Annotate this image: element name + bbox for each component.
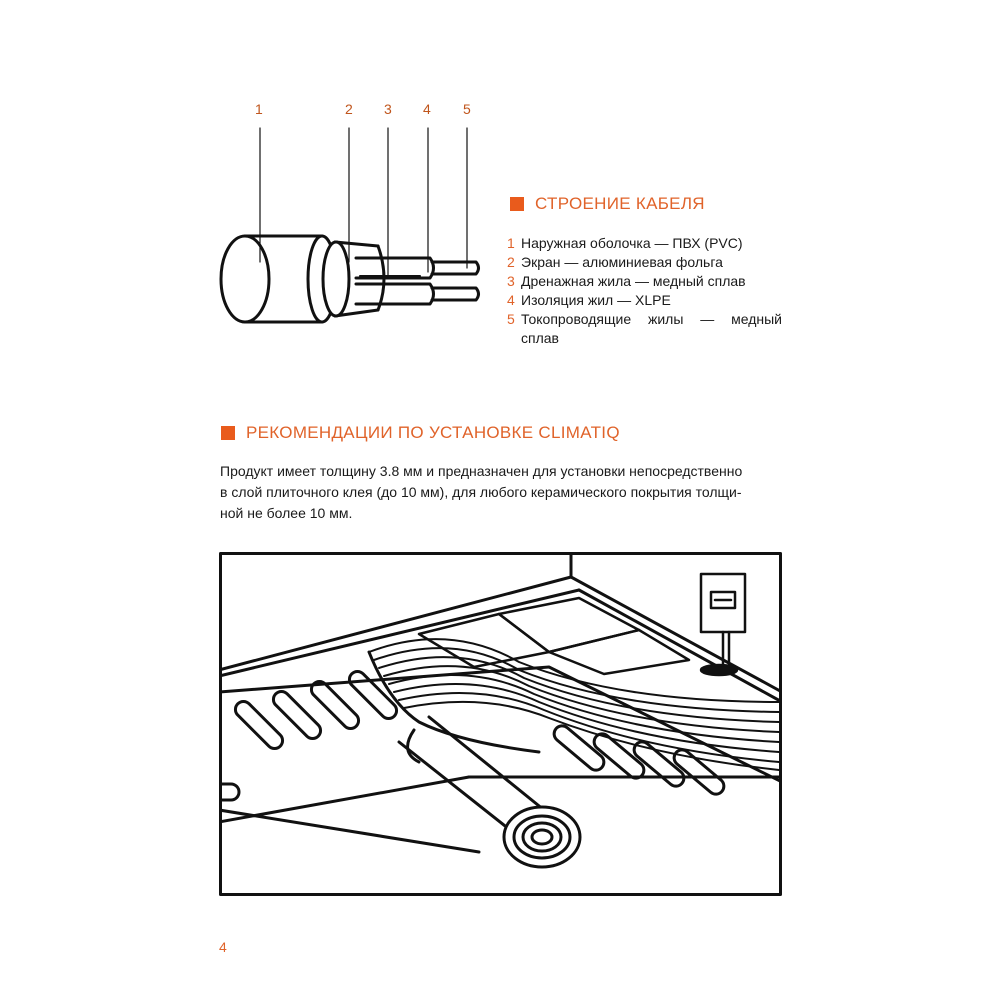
structure-heading xyxy=(510,194,705,214)
legend-item xyxy=(507,291,782,310)
legend-item xyxy=(507,272,782,291)
cable-label-1: 1 xyxy=(255,101,263,117)
cable-label-4: 4 xyxy=(423,101,431,117)
install-paragraph xyxy=(220,461,784,524)
installation-illustration xyxy=(219,552,782,896)
conductors xyxy=(432,262,479,300)
room-walls xyxy=(219,552,782,702)
install-heading xyxy=(221,423,620,443)
paragraph-line: в слой плиточного клея (до 10 мм), для любого керамического покрытия толщи- xyxy=(220,484,742,500)
illustration-frame xyxy=(221,554,781,895)
legend-item-num: 4 xyxy=(507,292,515,308)
outer-jacket xyxy=(221,236,336,322)
orange-square-icon xyxy=(221,426,235,440)
legend-item-text: Изоляция жил — XLPE xyxy=(521,292,671,308)
leader-lines xyxy=(260,128,467,278)
heating-mat xyxy=(219,667,782,822)
cable-structure-diagram xyxy=(200,120,500,340)
paragraph-line: ной не более 10 мм. xyxy=(220,505,353,521)
legend-item-text: Токопроводящие жилы — медный сплав xyxy=(521,311,782,346)
insulated-cores xyxy=(356,258,434,304)
floor-tiles xyxy=(419,598,689,674)
legend-item-text: Дренажная жила — медный сплав xyxy=(521,273,746,289)
structure-legend xyxy=(507,234,782,348)
cable-label-2: 2 xyxy=(345,101,353,117)
legend-item xyxy=(507,234,782,253)
legend-item-text: Наружная оболочка — ПВХ (PVC) xyxy=(521,235,743,251)
cable-label-5: 5 xyxy=(463,101,471,117)
mat-roll xyxy=(219,717,580,867)
page-number: 4 xyxy=(219,939,227,955)
install-heading-text: РЕКОМЕНДАЦИИ ПО УСТАНОВКЕ CLIMATIQ xyxy=(246,423,620,442)
legend-item-text: Экран — алюминиевая фольга xyxy=(521,254,723,270)
cable-label-3: 3 xyxy=(384,101,392,117)
legend-item-num: 1 xyxy=(507,235,515,251)
legend-item xyxy=(507,253,782,272)
legend-item-num: 3 xyxy=(507,273,515,289)
legend-item-num: 2 xyxy=(507,254,515,270)
legend-item-num: 5 xyxy=(507,311,515,327)
orange-square-icon xyxy=(510,197,524,211)
paragraph-line: Продукт имеет толщину 3.8 мм и предназначен для установки непосредственно xyxy=(220,463,743,479)
legend-item xyxy=(507,310,782,348)
structure-heading-text: СТРОЕНИЕ КАБЕЛЯ xyxy=(535,194,705,213)
